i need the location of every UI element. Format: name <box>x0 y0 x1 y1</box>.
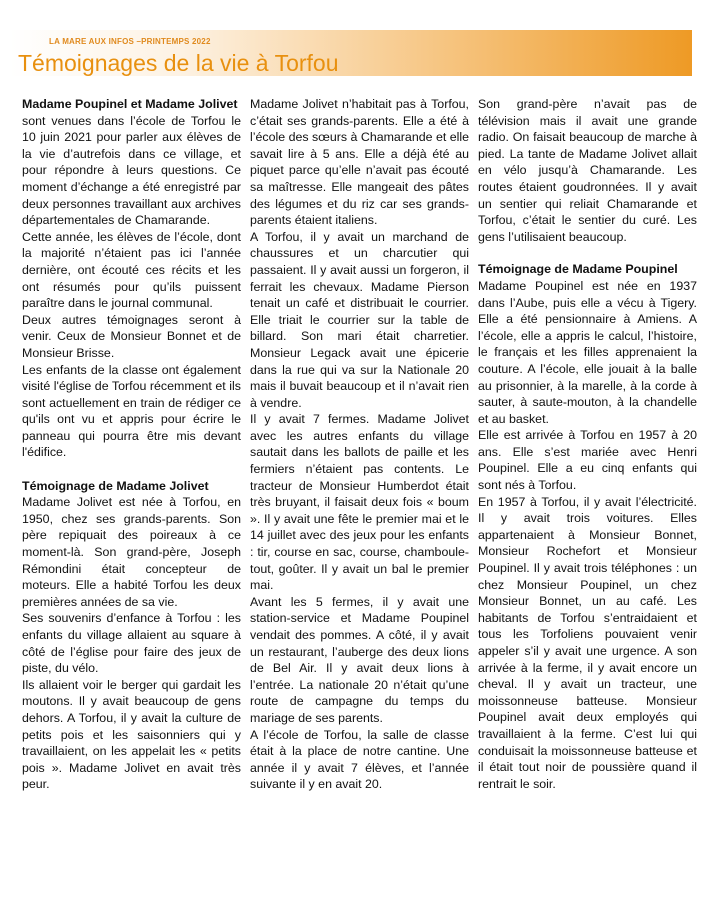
paragraph: Madame Poupinel est née en 1937 dans l’Aube, puis elle a vécu à Tigery. Elle a été pensionnaire à Amiens. A l’école, elle a appris le calcul, l’histoire, le français et les filles apprenaient la couture. A l’école, elle jouait à la balle au prisonnier, à la marelle, à la corde à sauter, à saute-mouton, à la chandelle et au basket. <box>478 278 697 426</box>
paragraph: Deux autres témoignages seront à venir. Ceux de Monsieur Bonnet et de Monsieur Brisse. <box>22 312 241 360</box>
section-heading-poupinel: Témoignage de Madame Poupinel <box>478 262 678 277</box>
paragraph: Il y avait 7 fermes. Madame Jolivet avec les autres enfants du village sautait dans les ballots de paille et les fermiers n’étaient pas contents. Le tracteur de Monsieur Humberdot était très bruyant, il faisait deux fois « boum ». Il y avait une fête le premier mai et le 14 juillet avec des jeux pour les enfants : tir, course en sac, course, chamboule-tout, goûter. Il y avait un bal le premier mai. <box>250 412 469 593</box>
issue-kicker: LA MARE AUX INFOS –PRINTEMPS 2022 <box>49 37 211 46</box>
paragraph: Madame Jolivet est née à Torfou, en 1950, chez ses grands-parents. Son père repiquait des poireaux à ce moment-là. Son grand-père, Joseph Rémondini était concepteur de moteurs. Elle a habité Torfou les deux premières années de sa vie. <box>22 495 241 609</box>
paragraph: Les enfants de la classe ont également visité l'église de Torfou récemment et ils sont actuellement en train de rédiger ce qu'ils ont vu et appris pour écrire le panneau qui pourra être mis devant l'édifice. <box>22 362 241 460</box>
article-column-2 <box>250 96 469 793</box>
paragraph: sont venues dans l’école de Torfou le 10 juin 2021 pour parler aux élèves de la vie d’autrefois dans ce village, et pour répondre à leurs questions. Ce moment d’échange a été enregistré par deux personnes travaillant aux archives départementales de Chamarande. <box>22 113 241 228</box>
paragraph: Son grand-père n’avait pas de télévision mais il avait une grande radio. On faisait beaucoup de marche à pied. La tante de Madame Jolivet allait en vélo jusqu’à Chamarande. Les routes étaient goudronnées. Il y avait un sentier qui reliait Chamarande et Torfou, c’était le sentier du curé. Les gens l’utilisaient beaucoup. <box>478 97 697 244</box>
paragraph: Ses souvenirs d’enfance à Torfou : les enfants du village allaient au square à côté de l’église pour faire des jeux de piste, du vélo. <box>22 611 241 676</box>
paragraph: Cette année, les élèves de l’école, dont la majorité n’étaient pas ici l’année dernière, ont écouté ces récits et les ont résumés pour qu’ils puissent paraître dans le journal communal. <box>22 229 241 311</box>
paragraph: En 1957 à Torfou, il y avait l’électricité. Il y avait trois voitures. Elles appartenaient à Monsieur Bonnet, Monsieur Rochefort et Monsieur Poupinel. Il y avait trois téléphones : un chez Monsieur Poupinel, un chez Monsieur Bonnet, un au café. Les habitants de Torfou s’entraidaient et tous les Torfoliens pouvaient venir appeler s’il y avait une urgence. A son arrivée à la ferme, il y avait encore un cheval. Il y avait un tracteur, une moissonneuse batteuse. Monsieur Poupinel avait deux employés qui travaillaient à la ferme. C’est lui qui conduisait la moissonneuse batteuse et il était tout noir de poussière quand il rentrait le soir. <box>478 494 697 791</box>
paragraph: Avant les 5 fermes, il y avait une station-service et Madame Poupinel vendait des pommes. A côté, il y avait un restaurant, l’auberge des deux lions de Bel Air. Il y avait deux lions à l’entrée. La nationale 20 n’était qu’une route de campagne du temps du mariage de ses parents. <box>250 594 469 725</box>
article-column-3 <box>478 96 697 792</box>
section-heading-jolivet: Témoignage de Madame Jolivet <box>22 478 209 493</box>
paragraph: Elle est arrivée à Torfou en 1957 à 20 ans. Elle s’est mariée avec Henri Poupinel. Elle a eu cinq enfants qui sont nés à Torfou. <box>478 428 697 493</box>
page-title: Témoignages de la vie à Torfou <box>18 50 339 76</box>
paragraph: Ils allaient voir le berger qui gardait les moutons. Il y avait beaucoup de gens dehors. A Torfou, il y avait la culture de petits pois et les saisonniers qui y travaillaient, on les appelait les « petits pois ». Madame Jolivet en avait très peur. <box>22 677 241 792</box>
paragraph: Madame Jolivet n’habitait pas à Torfou, c’était ses grands-parents. Elle a été à l’école des sœurs à Chamarande et elle savait lire à 5 ans. Elle a déjà été au piquet parce qu’elle n’avait pas écouté sa maîtresse. Elle mangeait des pâtes des légumes et du riz car ses grands-parents étaient italiens. <box>250 97 470 228</box>
intro-heading: Madame Poupinel et Madame Jolivet <box>22 97 238 111</box>
article-column-1 <box>22 96 241 793</box>
paragraph: A Torfou, il y avait un marchand de chaussures et un charcutier qui passaient. Il y avait aussi un forgeron, il ferrait les chevaux. Madame Pierson tenait un café et distribuait le courrier. Elle triait le courrier sur la table de billard. Son mari était charretier. Monsieur Legack avait une épicerie dans la rue qui va sur la Nationale 20 mais il buvait beaucoup et il n’avait rien à vendre. <box>250 229 469 410</box>
paragraph: A l’école de Torfou, la salle de classe était à la place de notre cantine. Une année il y avait 7 élèves, et l’année suivante il y en avait 20. <box>250 727 469 792</box>
